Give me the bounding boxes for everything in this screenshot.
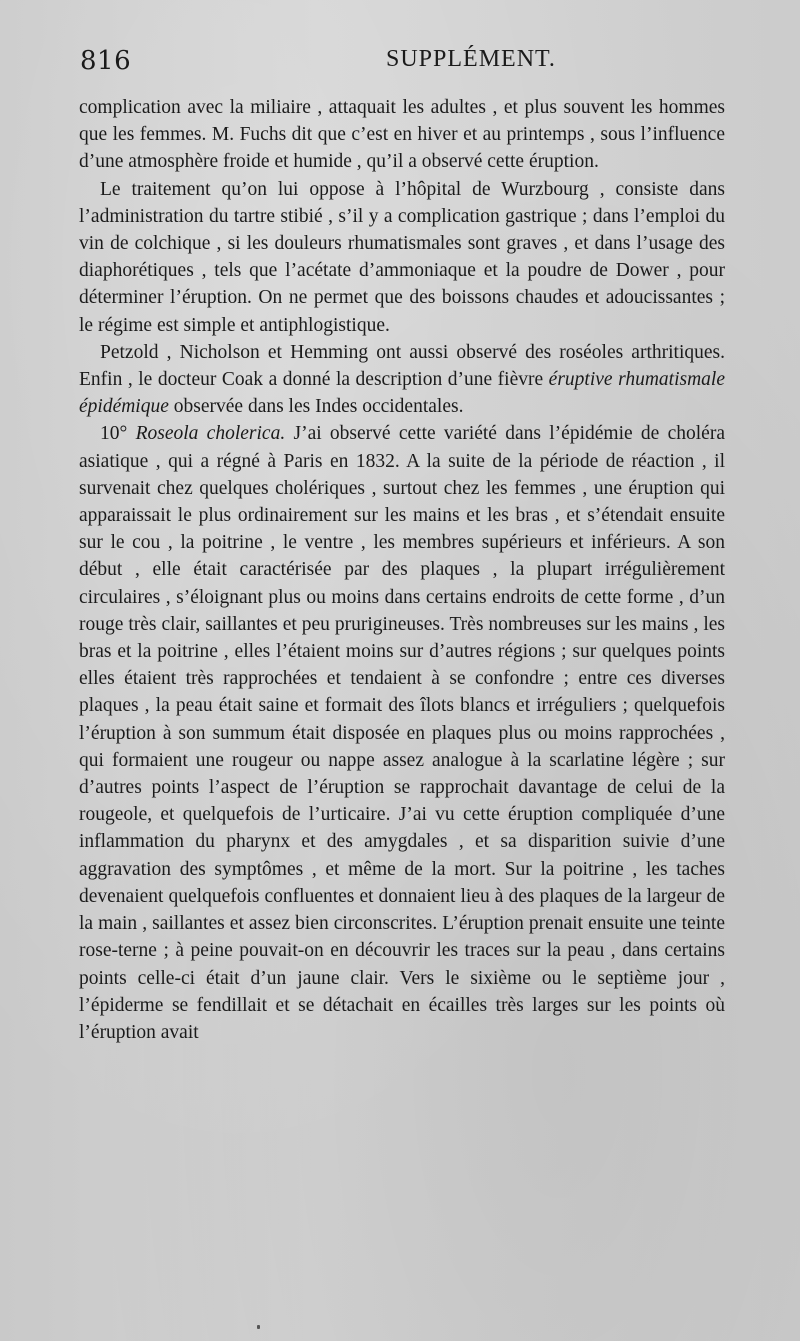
paragraph-traitement bbox=[79, 176, 725, 339]
running-head: SUPPLÉMENT. bbox=[386, 46, 556, 72]
paragraph-complication bbox=[79, 94, 725, 176]
paragraph-text-before: Petzold , Nicholson et Hemming ont aussi observé des roséoles arthritiques. Enfin , le docteur Coak a donné la description d’une fièvre bbox=[79, 341, 725, 391]
paragraph-text: J’ai observé cette variété dans l’épidémie de choléra asiatique , qui a régné à Paris en 1832. A la suite de la période de réaction , il survenait chez quelques cholériques , surtout chez les femmes , une éruption qui apparaissait le plus ordinairement sur les mains et les bras , et s’étendait ensuite sur le cou , la poitrine , le ventre , les membres supérieurs et inférieurs. A son début , elle était caractérisée par des plaques , la plupart irrégulièrement circulaires , s’éloignant plus ou moins dans certains endroits de cette forme , d’un rouge très clair, saillantes et peu prurigineuses. Très nombreuses sur les mains , les bras et la poitrine , elles l’étaient moins sur d’autres régions ; sur quelques points elles étaient très rapprochées et tendaient à se confondre ; entre ces diverses plaques , la peau était saine et formait des îlots blancs et irréguliers ; quelquefois l’éruption à son summum était disposée en plaques plus ou moins rapprochées , qui formaient une rougeur ou nappe assez analogue à la scarlatine légère ; sur d’autres points l’aspect de l’éruption se rapprochait davantage de celui de la rougeole, et quelquefois de l’urticaire. J’ai vu cette éruption compliquée d’une inflammation du pharynx et des amygdales , et sa disparition suivie d’une aggravation des symptômes , et même de la mort. Sur la poitrine , les taches devenaient quelquefois confluentes et donnaient lieu à des plaques de la largeur de la main , saillantes et assez bien circonscrites. L’éruption prenait ensuite une teinte rose-terne ; à peine pouvait-on en découvrir les traces sur la peau , dans certains points celle-ci était d’un jaune clair. Vers le sixième ou le septième jour , l’épiderme se fendillait et se détachait en écailles très larges sur les points où l’éruption avait bbox=[79, 423, 725, 1043]
section-title: Roseola cholerica. bbox=[135, 423, 286, 445]
paragraph-text: complication avec la miliaire , attaquait les adultes , et plus souvent les hommes que les femmes. M. Fuchs dit que c’est en hiver et au printemps , sous l’influence d’une atmosphère froide et humide , qu’il a observé cette éruption. bbox=[79, 97, 725, 173]
paragraph-roseola-cholerica bbox=[79, 420, 725, 1046]
paragraph-text-after: observée dans les Indes occidentales. bbox=[168, 396, 464, 418]
italic-term: éruptive rhumatismale épidémique bbox=[79, 369, 725, 418]
paragraph-text: Le traitement qu’on lui oppose à l’hôpital de Wurzbourg , consiste dans l’administration du tartre stibié , s’il y a complication gastrique ; dans l’emploi du vin de colchique , si les douleurs rhumatismales sont graves , et dans l’usage des diaphorétiques , tels que l’acétate d’ammoniaque et la poudre de Dower , pour déterminer l’éruption. On ne permet que des boissons chaudes et adoucissantes ; le régime est simple et antiphlogistique. bbox=[79, 178, 725, 336]
page-header bbox=[80, 44, 726, 84]
paragraph-petzold bbox=[79, 339, 725, 421]
print-speck bbox=[257, 1325, 260, 1329]
section-number: 10° bbox=[100, 423, 136, 445]
page-number: 816 bbox=[80, 46, 132, 76]
body-text bbox=[79, 94, 725, 1046]
